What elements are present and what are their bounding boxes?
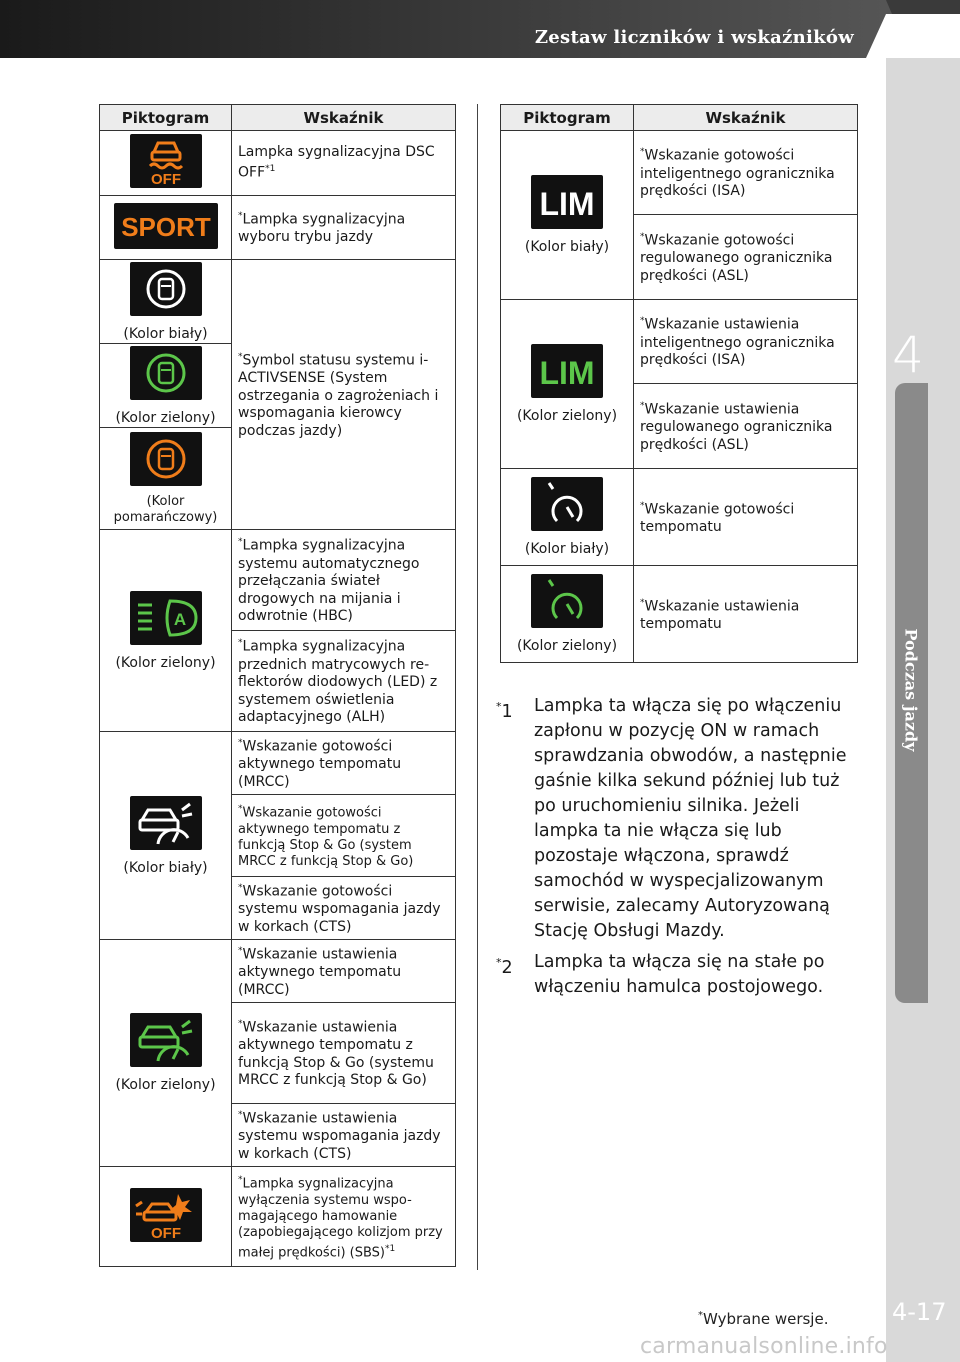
indicator-desc: *Wskazanie ustawienia aktywnego tempomatu (MRCC) bbox=[232, 940, 456, 1003]
svg-text:A: A bbox=[173, 609, 186, 629]
table-row bbox=[100, 196, 456, 260]
pictogram-cell bbox=[100, 260, 232, 344]
col-pictogram: Piktogram bbox=[100, 105, 232, 131]
footnote-1 bbox=[496, 694, 866, 944]
indicator-desc: *Wskazanie ustawienia aktywnego tempomatu z funkcją Stop & Go (systemu MRCC z funkcją Stop & Go) bbox=[232, 1003, 456, 1104]
lim-white-icon bbox=[531, 175, 603, 229]
sbs-off-icon bbox=[130, 1188, 202, 1242]
table-row bbox=[501, 566, 858, 663]
dsc-off-icon bbox=[130, 134, 202, 188]
pictogram-cell bbox=[100, 344, 232, 428]
table-row bbox=[100, 530, 456, 631]
table-row bbox=[100, 1167, 456, 1267]
table-row bbox=[100, 131, 456, 196]
color-label: (Kolor biały) bbox=[524, 239, 610, 255]
i-activsense-white-icon bbox=[130, 262, 202, 316]
footnote-2 bbox=[496, 950, 866, 1000]
pictogram-cell bbox=[100, 940, 232, 1167]
col-indicator: Wskaźnik bbox=[232, 105, 456, 131]
pictogram-cell bbox=[100, 131, 232, 196]
mrcc-white-icon bbox=[130, 796, 202, 850]
chapter-number: 4 bbox=[892, 326, 924, 384]
footnote-text: Lampka ta włącza się na stałe po włączeniu hamulca postojowego. bbox=[534, 952, 825, 997]
sport-icon bbox=[114, 203, 218, 249]
color-label: (Kolor zielony) bbox=[115, 654, 216, 671]
indicator-desc: *Lampka sygnalizacyjna przednich matrycowych re-flektorów diodowych (LED) z systemem oświetlenia adaptacyjnego (ALH) bbox=[232, 631, 456, 732]
chapter-label: Podczas jazdy bbox=[901, 628, 921, 752]
svg-text:SPORT: SPORT bbox=[120, 211, 211, 242]
table-row bbox=[501, 469, 858, 566]
indicator-desc: *Wskazanie ustawienia inteligentnego ogranicznika prędkości (ISA) bbox=[634, 300, 858, 384]
svg-text:OFF: OFF bbox=[150, 1224, 181, 1242]
indicator-desc: *Wskazanie gotowości inteligentnego ogranicznika prędkości (ISA) bbox=[634, 131, 858, 215]
table-row bbox=[100, 260, 456, 344]
color-label: (Kolor pomarańczowy) bbox=[113, 493, 218, 525]
color-label: (Kolor biały) bbox=[123, 859, 208, 876]
footnote-number: *1 bbox=[496, 700, 513, 722]
indicator-desc: *Wskazanie gotowości aktywnego tempomatu z funkcją Stop & Go (system MRCC z funkcją Stop & Go) bbox=[232, 795, 456, 877]
col-pictogram: Piktogram bbox=[501, 105, 634, 131]
color-label: (Kolor biały) bbox=[524, 541, 610, 557]
indicator-desc: *Wskazanie ustawienia tempomatu bbox=[634, 566, 858, 663]
color-label: (Kolor zielony) bbox=[516, 638, 618, 654]
table-row bbox=[100, 940, 456, 1003]
svg-text:LIM: LIM bbox=[539, 186, 595, 222]
col-indicator: Wskaźnik bbox=[634, 105, 858, 131]
indicator-desc: *Symbol statusu systemu i-ACTIVSENSE (System ostrzegania o zagrożeniach i wspomagania kierowcy podczas jazdy) bbox=[232, 260, 456, 530]
svg-text:OFF: OFF bbox=[150, 171, 181, 188]
right-indicator-table bbox=[500, 104, 858, 663]
pictogram-cell bbox=[100, 196, 232, 260]
color-label: (Kolor zielony) bbox=[115, 409, 216, 426]
pictogram-cell bbox=[501, 469, 634, 566]
svg-text:LIM: LIM bbox=[539, 355, 595, 391]
left-indicator-table bbox=[99, 104, 456, 1267]
pictogram-cell bbox=[501, 300, 634, 469]
column-divider bbox=[477, 104, 478, 1270]
section-title: Zestaw liczników i wskaźników bbox=[534, 27, 854, 48]
i-activsense-orange-icon bbox=[130, 432, 202, 486]
indicator-desc: *Wskazanie gotowości aktywnego tempomatu (MRCC) bbox=[232, 732, 456, 795]
pictogram-cell bbox=[100, 732, 232, 940]
indicator-desc: *Wskazanie gotowości systemu wspomagania jazdy w korkach (CTS) bbox=[232, 877, 456, 940]
i-activsense-green-icon bbox=[130, 346, 202, 400]
page-number: 4-17 bbox=[892, 1298, 947, 1326]
indicator-desc: *Lampka sygnalizacyjna wyboru trybu jazdy bbox=[232, 196, 456, 260]
table-header-row bbox=[501, 105, 858, 131]
mrcc-green-icon bbox=[130, 1013, 202, 1067]
indicator-desc: *Lampka sygnalizacyjna systemu automatycznego przełączania świateł drogowych na mijania i odwrotnie (HBC) bbox=[232, 530, 456, 631]
indicator-desc: *Wskazanie ustawienia regulowanego ogranicznika prędkości (ASL) bbox=[634, 384, 858, 469]
color-label: (Kolor biały) bbox=[123, 325, 208, 342]
pictogram-cell bbox=[501, 131, 634, 300]
pictogram-cell bbox=[501, 566, 634, 663]
table-row bbox=[100, 732, 456, 795]
pictogram-cell bbox=[100, 1167, 232, 1267]
color-label: (Kolor zielony) bbox=[516, 408, 618, 424]
table-row bbox=[501, 131, 858, 215]
footnote-number: *2 bbox=[496, 956, 513, 978]
footnote-text: Lampka ta włącza się po włączeniu zapłonu w pozycję ON w ramach sprawdzania obwodów, a następnie gaśnie kilka sekund później lub tuż po uruchomieniu silnika. Jeżeli lampka ta nie włącza się lub pozostaje włączona, sprawdź samochód w wyspecjalizowanym serwisie, zalecamy Autoryzowaną Stację Obsługi Mazdy. bbox=[534, 696, 847, 941]
page-header bbox=[0, 0, 960, 58]
indicator-desc: *Wskazanie ustawienia systemu wspomagania jazdy w korkach (CTS) bbox=[232, 1104, 456, 1167]
indicator-desc: *Lampka sygnalizacyjna wyłączenia systemu wspo-magającego hamowanie (zapobiegającego kolizjom przy małej prędkości) (SBS)$^{*1}$ bbox=[232, 1167, 456, 1267]
table-row bbox=[501, 300, 858, 384]
hbc-alh-icon bbox=[130, 591, 202, 645]
watermark: carmanualsonline.info bbox=[640, 1334, 888, 1359]
version-footnote: *Wybrane wersje. bbox=[698, 1310, 829, 1328]
cruise-green-icon bbox=[531, 574, 603, 628]
table-header-row bbox=[100, 105, 456, 131]
color-label: (Kolor zielony) bbox=[115, 1077, 216, 1093]
footnotes bbox=[496, 694, 866, 1006]
pictogram-cell bbox=[100, 530, 232, 732]
indicator-desc: Lampka sygnalizacyjna DSC OFF$^{*1}$ bbox=[232, 131, 456, 196]
cruise-white-icon bbox=[531, 477, 603, 531]
lim-green-icon bbox=[531, 344, 603, 398]
indicator-desc: *Wskazanie gotowości tempomatu bbox=[634, 469, 858, 566]
indicator-desc: *Wskazanie gotowości regulowanego ogranicznika prędkości (ASL) bbox=[634, 215, 858, 300]
pictogram-cell bbox=[100, 428, 232, 530]
